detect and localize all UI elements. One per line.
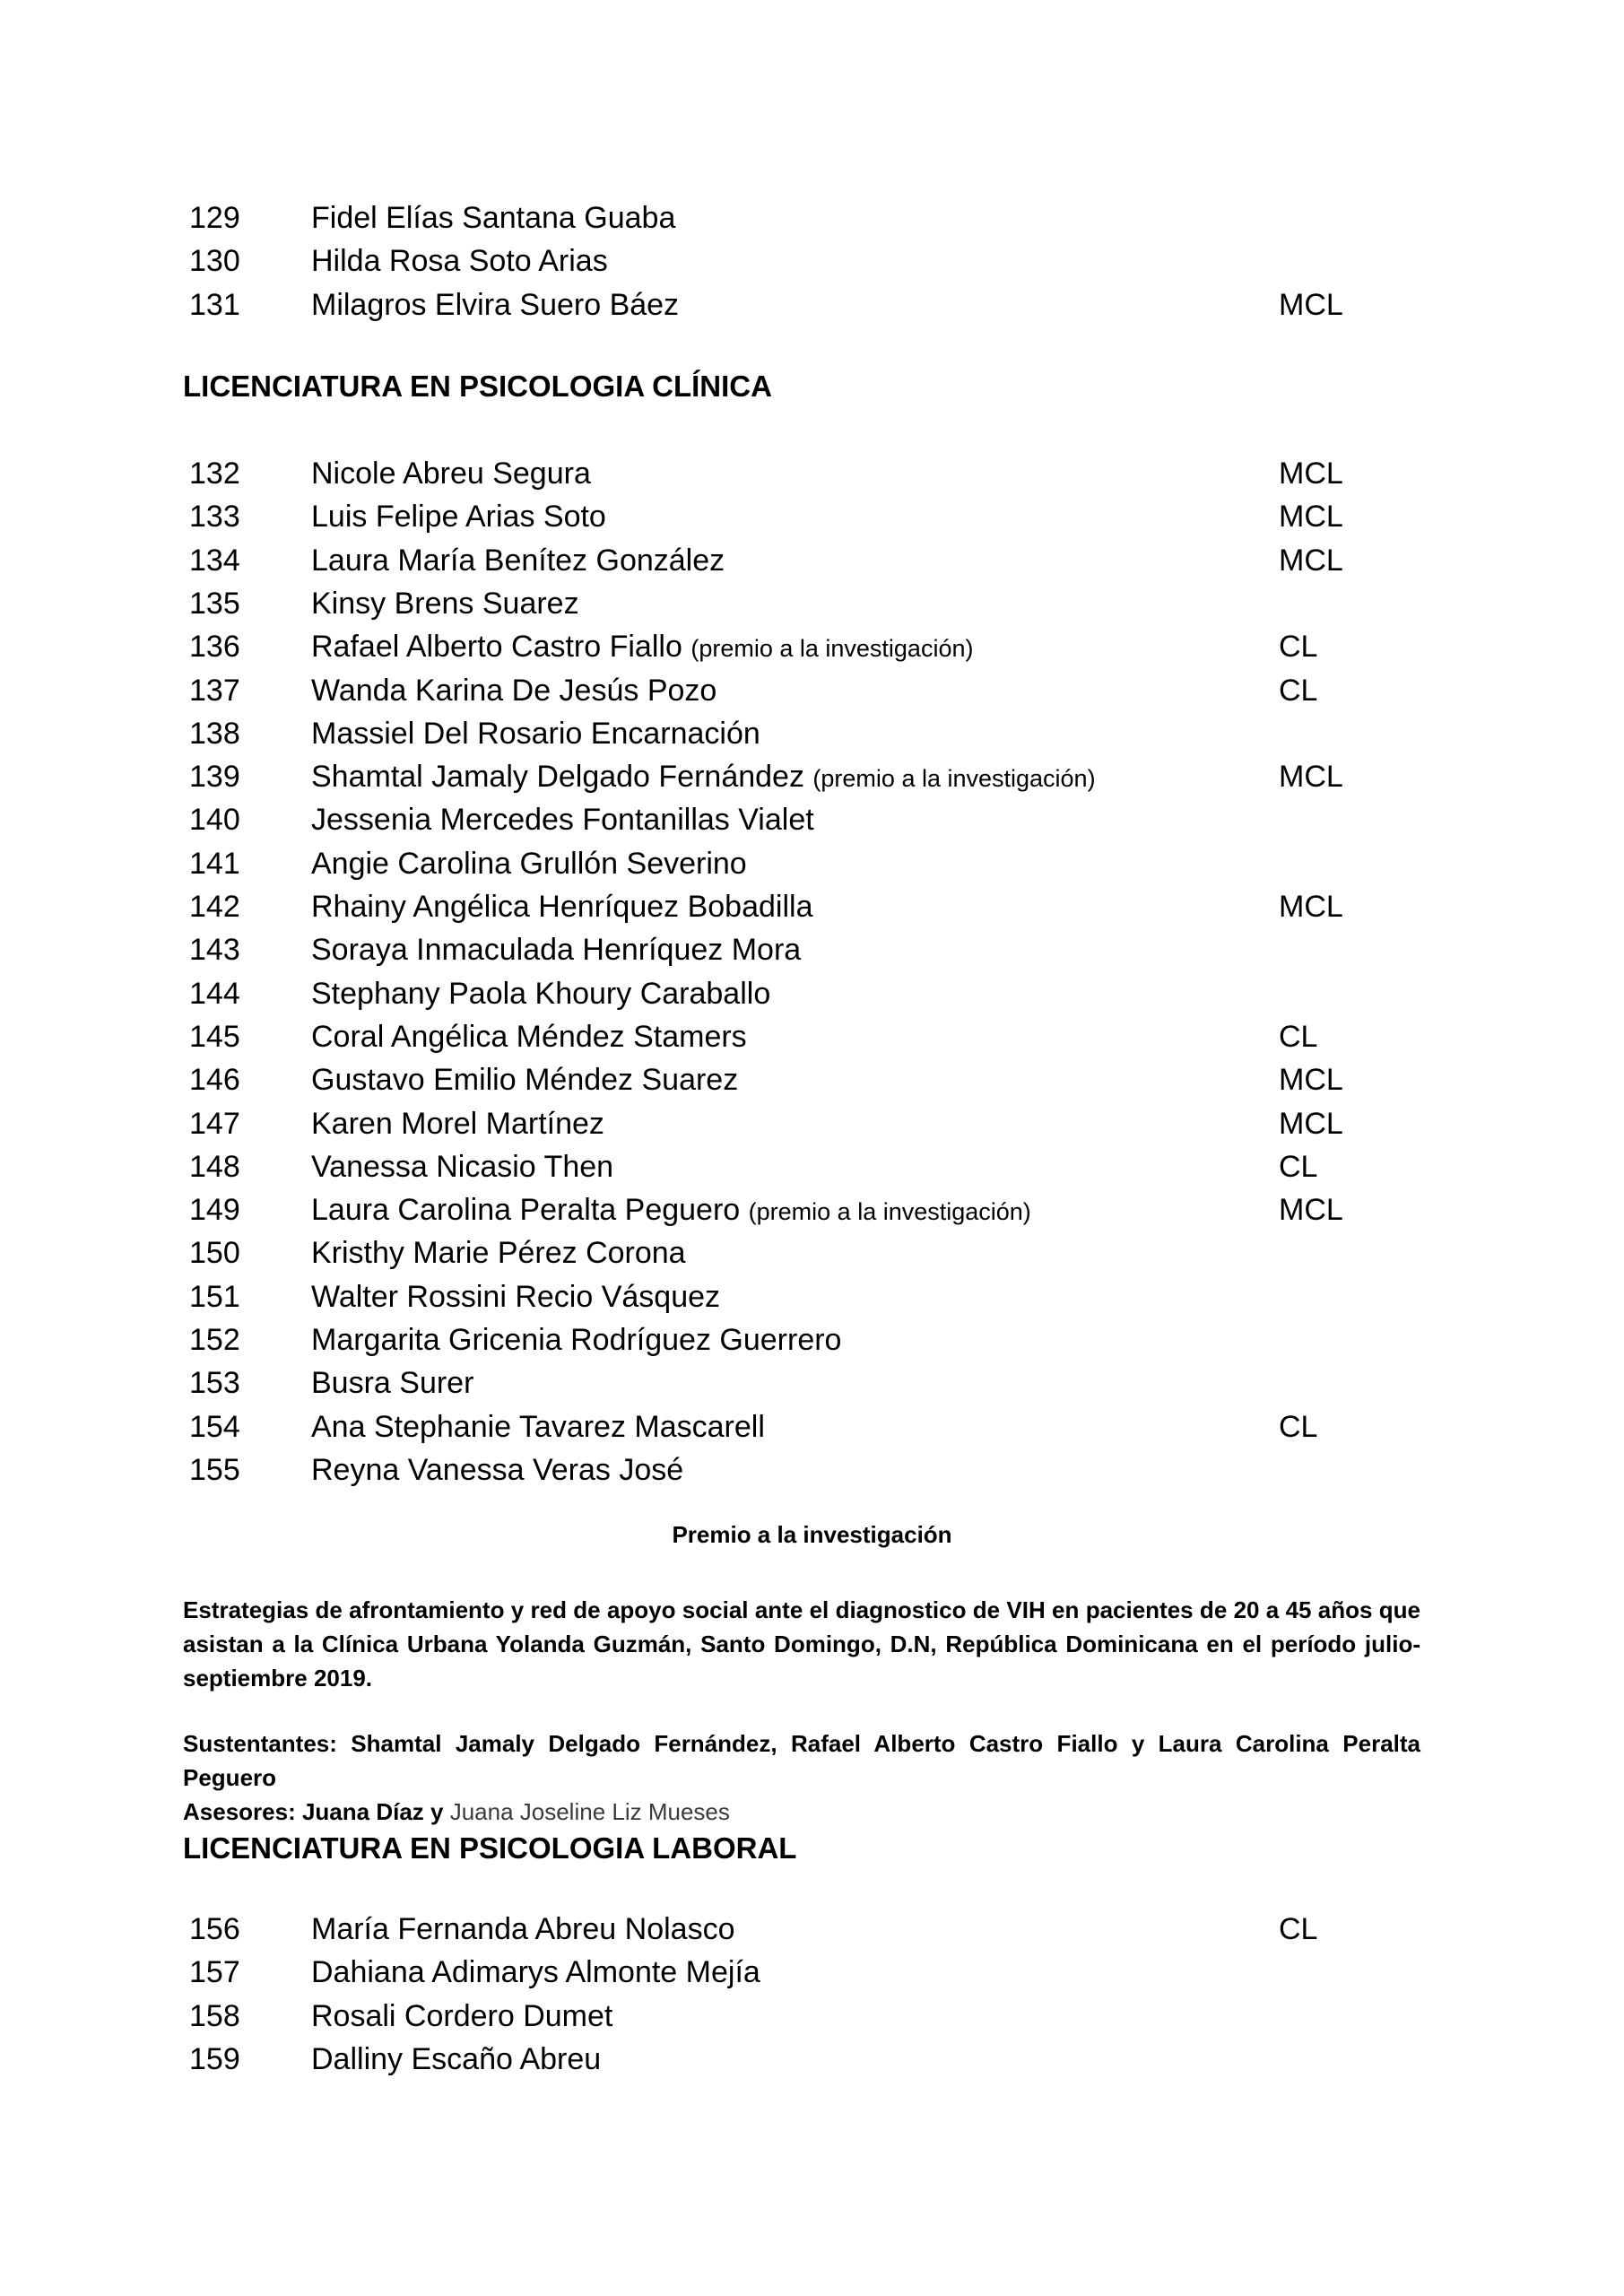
graduate-row xyxy=(0,239,1624,283)
graduate-number: 146 xyxy=(189,1063,240,1098)
graduate-name: Rhainy Angélica Henríquez Bobadilla xyxy=(311,890,813,924)
graduate-name: Walter Rossini Recio Vásquez xyxy=(311,1279,721,1314)
graduate-name: Ana Stephanie Tavarez Mascarell xyxy=(311,1409,765,1444)
graduate-number: 145 xyxy=(189,1019,240,1054)
graduate-row xyxy=(0,283,1624,326)
graduate-row xyxy=(0,755,1624,798)
graduate-name: Kinsy Brens Suarez xyxy=(311,586,579,621)
graduate-name-cell xyxy=(311,1908,734,1951)
graduate-name-cell xyxy=(311,1102,604,1145)
graduate-name-cell xyxy=(311,1275,720,1318)
graduate-number: 144 xyxy=(189,976,240,1011)
graduate-number: 134 xyxy=(189,543,240,578)
graduate-name: Massiel Del Rosario Encarnación xyxy=(311,716,760,751)
graduate-row xyxy=(0,798,1624,841)
graduate-name-cell xyxy=(311,452,591,495)
graduate-row xyxy=(0,1015,1624,1058)
graduate-number: 138 xyxy=(189,716,240,751)
graduate-number: 141 xyxy=(189,846,240,881)
graduate-name-cell xyxy=(311,972,770,1015)
graduate-row xyxy=(0,1188,1624,1231)
graduate-name-cell xyxy=(311,1448,683,1492)
graduate-number: 130 xyxy=(189,244,240,279)
graduate-row xyxy=(0,625,1624,668)
graduate-number: 152 xyxy=(189,1323,240,1357)
graduate-name: Rosali Cordero Dumet xyxy=(311,1998,613,2033)
graduate-name: Coral Angélica Méndez Stamers xyxy=(311,1019,747,1054)
graduate-name-cell xyxy=(311,625,973,670)
graduate-name-cell xyxy=(311,1188,1031,1233)
graduate-number: 137 xyxy=(189,673,240,708)
graduate-number: 147 xyxy=(189,1106,240,1141)
graduate-name: Fidel Elías Santana Guaba xyxy=(311,201,676,235)
award-advisors xyxy=(183,1795,1420,1829)
graduate-honor: CL xyxy=(1279,1912,1318,1946)
graduate-honor: MCL xyxy=(1279,890,1343,924)
graduate-name: Karen Morel Martínez xyxy=(311,1106,604,1141)
graduate-name-cell xyxy=(311,842,747,885)
graduate-number: 131 xyxy=(189,287,240,322)
graduate-name-cell xyxy=(311,1361,473,1405)
graduate-row xyxy=(0,885,1624,928)
advisors-label: Asesores: Juana Díaz y xyxy=(183,1798,450,1825)
advisors-extra: Juana Joseline Liz Mueses xyxy=(449,1798,730,1825)
graduate-number: 151 xyxy=(189,1279,240,1314)
graduate-name: Reyna Vanessa Veras José xyxy=(311,1452,684,1487)
graduate-honor: MCL xyxy=(1279,760,1343,795)
graduate-name-cell xyxy=(311,755,1096,800)
graduate-row xyxy=(0,582,1624,625)
graduate-note: (premio a la investigación) xyxy=(748,1198,1031,1226)
graduate-name: Dahiana Adimarys Almonte Mejía xyxy=(311,1955,760,1990)
graduate-name: Hilda Rosa Soto Arias xyxy=(311,244,608,279)
award-presenters: Sustentantes: Shamtal Jamaly Delgado Fernández, Rafael Alberto Castro Fiallo y Laura Carolina Peralta Peguero xyxy=(183,1730,1420,1791)
graduate-name: Wanda Karina De Jesús Pozo xyxy=(311,673,717,708)
graduate-name-cell xyxy=(311,582,579,625)
graduate-name-cell xyxy=(311,539,725,582)
graduate-name: Kristhy Marie Pérez Corona xyxy=(311,1236,686,1271)
graduate-honor: MCL xyxy=(1279,1193,1343,1228)
graduate-row xyxy=(0,452,1624,495)
graduate-name-cell xyxy=(311,283,679,326)
graduate-name-cell xyxy=(311,712,760,755)
graduate-name: Laura Carolina Peralta Peguero xyxy=(311,1193,741,1228)
graduate-row xyxy=(0,842,1624,885)
graduate-number: 149 xyxy=(189,1193,240,1228)
graduate-number: 148 xyxy=(189,1149,240,1184)
graduate-name-cell xyxy=(311,798,814,841)
graduate-number: 150 xyxy=(189,1236,240,1271)
graduate-name: Rafael Alberto Castro Fiallo xyxy=(311,630,682,665)
graduate-name: Soraya Inmaculada Henríquez Mora xyxy=(311,933,802,968)
graduate-note: (premio a la investigación) xyxy=(690,635,974,663)
graduate-number: 153 xyxy=(189,1366,240,1401)
section-heading-clinica: LICENCIATURA EN PSICOLOGIA CLÍNICA xyxy=(183,370,772,403)
graduate-name-cell xyxy=(311,885,812,928)
graduate-name-cell xyxy=(311,1951,760,1994)
graduate-honor: MCL xyxy=(1279,543,1343,578)
award-description: Estrategias de afrontamiento y red de apoyo social ante el diagnostico de VIH en pacientes de 20 a 45 años que asistan a la Clínica Urbana Yolanda Guzmán, Santo Domingo, D.N, República Dominicana en el período julio-septiembre 2019. xyxy=(183,1596,1420,1692)
graduate-number: 129 xyxy=(189,201,240,235)
graduate-honor: MCL xyxy=(1279,287,1343,322)
graduate-name-cell xyxy=(311,928,801,971)
graduate-row xyxy=(0,1951,1624,1994)
graduate-honor: CL xyxy=(1279,1019,1318,1054)
graduate-honor: MCL xyxy=(1279,457,1343,491)
graduate-row xyxy=(0,495,1624,538)
graduate-name-cell xyxy=(311,1015,747,1058)
graduate-row xyxy=(0,1058,1624,1101)
graduate-number: 136 xyxy=(189,630,240,665)
graduate-honor: MCL xyxy=(1279,1106,1343,1141)
graduate-row xyxy=(0,196,1624,239)
graduate-number: 159 xyxy=(189,2041,240,2076)
graduate-number: 135 xyxy=(189,586,240,621)
graduate-name-cell xyxy=(311,1058,738,1101)
graduate-row xyxy=(0,2038,1624,2081)
graduate-row xyxy=(0,1231,1624,1274)
graduate-row xyxy=(0,928,1624,971)
graduate-honor: CL xyxy=(1279,673,1318,708)
graduate-name: Milagros Elvira Suero Báez xyxy=(311,287,680,322)
graduate-row xyxy=(0,1102,1624,1145)
graduate-honor: CL xyxy=(1279,630,1318,665)
graduate-name: Luis Felipe Arias Soto xyxy=(311,500,606,535)
graduate-name: Stephany Paola Khoury Caraballo xyxy=(311,976,771,1011)
section-heading-laboral: LICENCIATURA EN PSICOLOGIA LABORAL xyxy=(183,1831,797,1865)
graduate-number: 143 xyxy=(189,933,240,968)
graduate-number: 133 xyxy=(189,500,240,535)
graduate-name-cell xyxy=(311,239,608,283)
graduate-name: Shamtal Jamaly Delgado Fernández xyxy=(311,760,804,795)
graduate-name: Dalliny Escaño Abreu xyxy=(311,2041,602,2076)
graduate-name: Vanessa Nicasio Then xyxy=(311,1149,614,1184)
graduate-name-cell xyxy=(311,669,716,712)
graduate-number: 156 xyxy=(189,1912,240,1946)
graduate-name-cell xyxy=(311,1231,686,1274)
graduate-row xyxy=(0,539,1624,582)
award-title: Premio a la investigación xyxy=(672,1521,952,1548)
graduate-name: María Fernanda Abreu Nolasco xyxy=(311,1912,735,1946)
graduate-honor: CL xyxy=(1279,1409,1318,1444)
graduate-name-cell xyxy=(311,1405,765,1448)
graduate-row xyxy=(0,1145,1624,1188)
graduate-honor: MCL xyxy=(1279,500,1343,535)
graduate-row xyxy=(0,712,1624,755)
graduate-number: 154 xyxy=(189,1409,240,1444)
graduate-name: Margarita Gricenia Rodríguez Guerrero xyxy=(311,1323,842,1357)
graduate-name-cell xyxy=(311,1995,612,2038)
graduate-row xyxy=(0,1318,1624,1361)
graduate-name-cell xyxy=(311,495,606,538)
graduate-row xyxy=(0,1448,1624,1492)
graduate-number: 158 xyxy=(189,1998,240,2033)
graduate-row xyxy=(0,669,1624,712)
graduate-number: 140 xyxy=(189,803,240,838)
graduate-row xyxy=(0,972,1624,1015)
graduate-honor: CL xyxy=(1279,1149,1318,1184)
graduate-number: 132 xyxy=(189,457,240,491)
graduate-name: Laura María Benítez González xyxy=(311,543,725,578)
graduate-honor: MCL xyxy=(1279,1063,1343,1098)
graduate-number: 142 xyxy=(189,890,240,924)
graduate-number: 139 xyxy=(189,760,240,795)
graduate-name: Gustavo Emilio Méndez Suarez xyxy=(311,1063,739,1098)
graduate-note: (premio a la investigación) xyxy=(812,765,1096,793)
graduate-name: Angie Carolina Grullón Severino xyxy=(311,846,747,881)
graduate-row xyxy=(0,1405,1624,1448)
graduate-name-cell xyxy=(311,1318,841,1361)
graduate-row xyxy=(0,1995,1624,2038)
graduate-name-cell xyxy=(311,1145,613,1188)
graduate-name: Nicole Abreu Segura xyxy=(311,457,591,491)
graduate-row xyxy=(0,1361,1624,1405)
graduate-number: 155 xyxy=(189,1452,240,1487)
graduate-name-cell xyxy=(311,196,675,239)
graduate-name-cell xyxy=(311,2038,601,2081)
graduate-row xyxy=(0,1275,1624,1318)
graduate-name: Jessenia Mercedes Fontanillas Vialet xyxy=(311,803,814,838)
graduate-name: Busra Surer xyxy=(311,1366,474,1401)
graduate-number: 157 xyxy=(189,1955,240,1990)
graduate-row xyxy=(0,1908,1624,1951)
